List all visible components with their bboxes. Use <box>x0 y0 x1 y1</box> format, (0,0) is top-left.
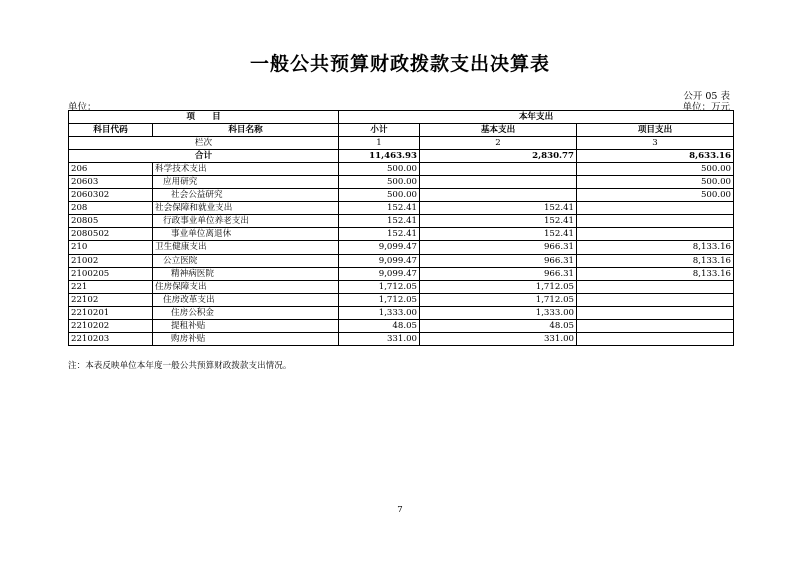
currency-unit: 单位：万元 <box>682 102 730 113</box>
table-row <box>69 319 734 332</box>
project-cell: 500.00 <box>577 176 734 189</box>
subject-code: 2210202 <box>69 319 153 332</box>
basic-cell <box>420 189 577 202</box>
subject-name: 卫生健康支出 <box>153 241 339 254</box>
basic-cell: 331.00 <box>420 332 577 345</box>
subject-code: 206 <box>69 163 153 176</box>
subject-name: 社会公益研究 <box>153 189 339 202</box>
subtotal-cell: 9,099.47 <box>339 241 420 254</box>
project-cell: 500.00 <box>577 189 734 202</box>
table-note: 注：本表反映单位本年度一般公共预算财政拨款支出情况。 <box>68 361 292 371</box>
subject-name: 购房补贴 <box>153 332 339 345</box>
subtotal-cell: 500.00 <box>339 163 420 176</box>
basic-cell: 152.41 <box>420 215 577 228</box>
subject-code: 2060302 <box>69 189 153 202</box>
row-label: 栏次 <box>69 137 339 150</box>
subtotal-cell: 500.00 <box>339 189 420 202</box>
expenditure-table <box>68 110 734 346</box>
subtotal-cell: 152.41 <box>339 202 420 215</box>
page-number: 7 <box>397 505 403 515</box>
project-cell <box>577 306 734 319</box>
table-row <box>69 189 734 202</box>
column-index-2: 2 <box>420 137 577 150</box>
subtotal-cell: 152.41 <box>339 228 420 241</box>
subject-code: 210 <box>69 241 153 254</box>
header-subtotal: 小计 <box>339 124 420 137</box>
table-row <box>69 254 734 267</box>
header-current-year: 本年支出 <box>339 111 734 124</box>
subtotal-cell: 48.05 <box>339 319 420 332</box>
basic-cell: 1,712.05 <box>420 280 577 293</box>
total-label: 合计 <box>69 150 339 163</box>
subject-name: 社会保障和就业支出 <box>153 202 339 215</box>
project-cell <box>577 332 734 345</box>
project-cell <box>577 215 734 228</box>
subject-name: 住房改革支出 <box>153 293 339 306</box>
header-row-2 <box>69 124 734 137</box>
subject-name: 事业单位离退休 <box>153 228 339 241</box>
project-cell: 8,133.16 <box>577 241 734 254</box>
table-row <box>69 241 734 254</box>
column-index-row <box>69 137 734 150</box>
page-title: 一般公共预算财政拨款支出决算表 <box>249 53 550 75</box>
subtotal-cell: 9,099.47 <box>339 267 420 280</box>
basic-cell: 1,712.05 <box>420 293 577 306</box>
table-row <box>69 267 734 280</box>
table-row <box>69 228 734 241</box>
basic-cell: 152.41 <box>420 202 577 215</box>
project-cell <box>577 319 734 332</box>
total-basic: 2,830.77 <box>420 150 577 163</box>
subject-code: 2210203 <box>69 332 153 345</box>
subject-code: 221 <box>69 280 153 293</box>
column-index-1: 1 <box>339 137 420 150</box>
project-cell <box>577 293 734 306</box>
basic-cell: 966.31 <box>420 241 577 254</box>
project-cell <box>577 228 734 241</box>
table-row <box>69 202 734 215</box>
subject-name: 科学技术支出 <box>153 163 339 176</box>
unit-label: 单位： <box>68 102 97 113</box>
subtotal-cell: 9,099.47 <box>339 254 420 267</box>
total-project: 8,633.16 <box>577 150 734 163</box>
subtotal-cell: 331.00 <box>339 332 420 345</box>
header-basic: 基本支出 <box>420 124 577 137</box>
project-cell: 8,133.16 <box>577 254 734 267</box>
basic-cell <box>420 176 577 189</box>
subtotal-cell: 152.41 <box>339 215 420 228</box>
subject-name: 住房公积金 <box>153 306 339 319</box>
table-row <box>69 280 734 293</box>
basic-cell: 152.41 <box>420 228 577 241</box>
subject-code: 20603 <box>69 176 153 189</box>
subject-name: 精神病医院 <box>153 267 339 280</box>
table-row <box>69 332 734 345</box>
subject-name: 住房保障支出 <box>153 280 339 293</box>
subject-name: 行政事业单位养老支出 <box>153 215 339 228</box>
subject-code: 2080502 <box>69 228 153 241</box>
total-subtotal: 11,463.93 <box>339 150 420 163</box>
subject-name: 提租补贴 <box>153 319 339 332</box>
header-code: 科目代码 <box>69 124 153 137</box>
project-cell <box>577 280 734 293</box>
subject-code: 208 <box>69 202 153 215</box>
header-project: 项目支出 <box>577 124 734 137</box>
form-number: 公开 05 表 <box>683 91 730 102</box>
header-name: 科目名称 <box>153 124 339 137</box>
basic-cell: 966.31 <box>420 267 577 280</box>
column-index-3: 3 <box>577 137 734 150</box>
subject-code: 2100205 <box>69 267 153 280</box>
table-row <box>69 215 734 228</box>
subject-name: 公立医院 <box>153 254 339 267</box>
table-row <box>69 176 734 189</box>
subtotal-cell: 1,333.00 <box>339 306 420 319</box>
subject-name: 应用研究 <box>153 176 339 189</box>
basic-cell: 48.05 <box>420 319 577 332</box>
subject-code: 20805 <box>69 215 153 228</box>
table-row <box>69 293 734 306</box>
header-row-1 <box>69 111 734 124</box>
project-cell <box>577 202 734 215</box>
project-cell: 500.00 <box>577 163 734 176</box>
subtotal-cell: 1,712.05 <box>339 280 420 293</box>
basic-cell <box>420 163 577 176</box>
subtotal-cell: 500.00 <box>339 176 420 189</box>
subject-code: 22102 <box>69 293 153 306</box>
subject-code: 21002 <box>69 254 153 267</box>
header-item: 项 目 <box>69 111 339 124</box>
total-row <box>69 150 734 163</box>
table-row <box>69 163 734 176</box>
subtotal-cell: 1,712.05 <box>339 293 420 306</box>
basic-cell: 966.31 <box>420 254 577 267</box>
project-cell: 8,133.16 <box>577 267 734 280</box>
basic-cell: 1,333.00 <box>420 306 577 319</box>
subject-code: 2210201 <box>69 306 153 319</box>
table-row <box>69 306 734 319</box>
